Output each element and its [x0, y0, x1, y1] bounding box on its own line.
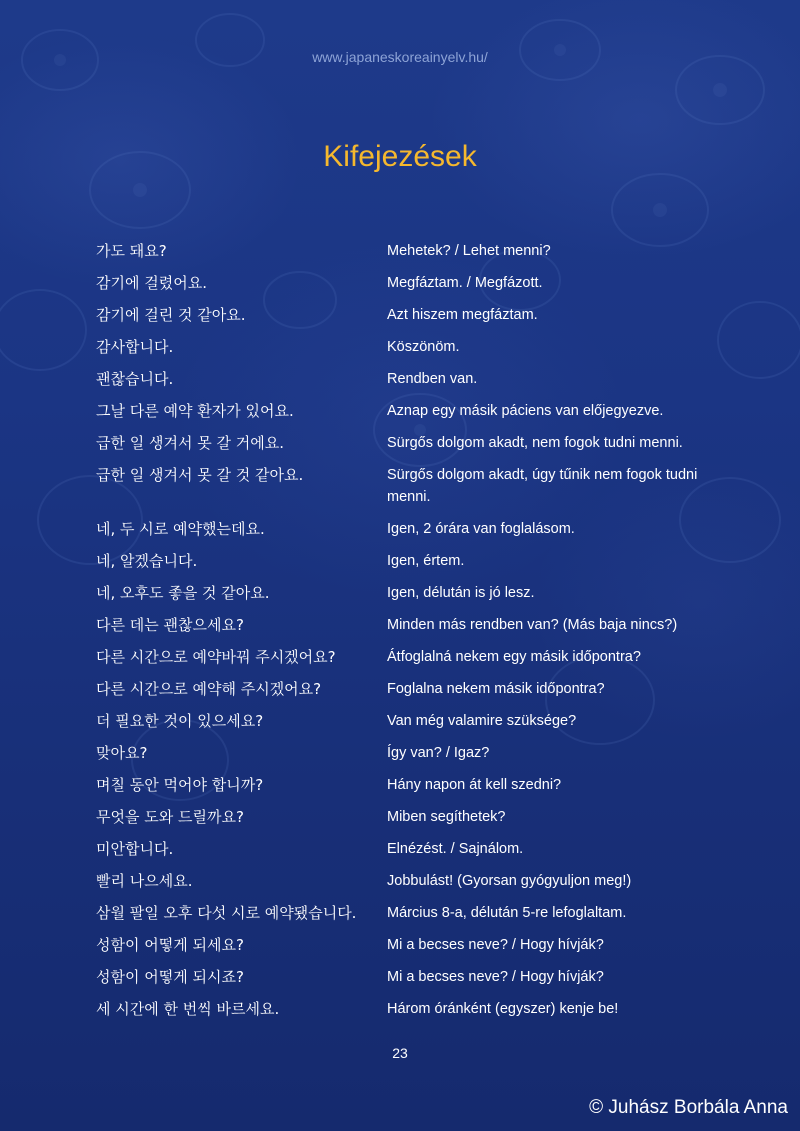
hungarian-translation: Aznap egy másik páciens van előjegyezve. [387, 403, 664, 419]
hungarian-translation: Azt hiszem megfáztam. [387, 307, 538, 323]
hungarian-translation: Igen, 2 órára van foglalásom. [387, 521, 575, 537]
hungarian-translation: Mi a becses neve? / Hogy hívják? [387, 937, 604, 953]
korean-phrase: 네, 알겠습니다. [96, 552, 198, 570]
hungarian-translation: Van még valamire szüksége? [387, 713, 577, 729]
korean-phrase: 급한 일 생겨서 못 갈 것 같아요. [96, 466, 304, 484]
phrase-row [96, 998, 736, 1020]
korean-phrase: 다른 시간으로 예약바꿔 주시겠어요? [96, 648, 336, 666]
korean-phrase: 다른 시간으로 예약해 주시겠어요? [96, 680, 322, 698]
phrase-row [96, 240, 736, 262]
phrase-row [96, 400, 736, 422]
hungarian-translation: Minden más rendben van? (Más baja nincs?) [387, 617, 678, 633]
hungarian-translation: Mehetek? / Lehet menni? [387, 243, 551, 259]
phrase-row [96, 742, 736, 764]
korean-phrase: 감기에 걸린 것 같아요. [96, 306, 246, 324]
phrase-row [96, 272, 736, 294]
korean-phrase: 삼월 팔일 오후 다섯 시로 예약됐습니다. [96, 904, 357, 922]
phrase-row [96, 902, 736, 924]
hungarian-translation: Hány napon át kell szedni? [387, 777, 562, 793]
hungarian-translation: Így van? / Igaz? [387, 745, 490, 761]
korean-phrase: 세 시간에 한 번씩 바르세요. [96, 1000, 280, 1018]
phrase-row [96, 614, 736, 636]
hungarian-translation: Három óránként (egyszer) kenje be! [387, 1001, 619, 1017]
korean-phrase: 성함이 어떻게 되세요? [96, 936, 244, 954]
korean-phrase: 그날 다른 예약 환자가 있어요. [96, 402, 294, 420]
korean-phrase: 무엇을 도와 드릴까요? [96, 808, 244, 826]
phrase-row [96, 710, 736, 732]
copyright-notice: © Juhász Borbála Anna [589, 1097, 788, 1118]
site-url: www.japaneskoreainyelv.hu/ [312, 49, 488, 65]
phrase-row [96, 336, 736, 358]
phrase-row [96, 646, 736, 668]
hungarian-translation: Miben segíthetek? [387, 809, 506, 825]
hungarian-translation: Sürgős dolgom akadt, úgy tűnik nem fogok tudni menni. [387, 467, 698, 505]
phrase-row [96, 678, 736, 700]
phrase-row [96, 806, 736, 828]
korean-phrase: 맞아요? [96, 744, 148, 762]
phrase-row [96, 838, 736, 860]
phrase-row [96, 464, 736, 508]
page-number: 23 [392, 1045, 408, 1061]
korean-phrase: 급한 일 생겨서 못 갈 거에요. [96, 434, 284, 452]
korean-phrase: 성함이 어떻게 되시죠? [96, 968, 244, 986]
phrase-row [96, 304, 736, 326]
phrase-row [96, 432, 736, 454]
phrase-row [96, 368, 736, 390]
korean-phrase: 가도 돼요? [96, 242, 167, 260]
hungarian-translation: Átfoglalná nekem egy másik időpontra? [387, 649, 641, 665]
phrase-row [96, 966, 736, 988]
korean-phrase: 감사합니다. [96, 338, 174, 356]
hungarian-translation: Megfáztam. / Megfázott. [387, 275, 543, 291]
korean-phrase: 더 필요한 것이 있으세요? [96, 712, 264, 730]
korean-phrase: 빨리 나으세요. [96, 872, 193, 890]
phrase-row [96, 518, 736, 540]
hungarian-translation: Március 8-a, délután 5-re lefoglaltam. [387, 905, 627, 921]
hungarian-translation: Sürgős dolgom akadt, nem fogok tudni menni. [387, 435, 683, 451]
korean-phrase: 네, 두 시로 예약했는데요. [96, 520, 265, 538]
korean-phrase: 미안합니다. [96, 840, 174, 858]
korean-phrase: 다른 데는 괜찮으세요? [96, 616, 244, 634]
hungarian-translation: Igen, értem. [387, 553, 465, 569]
phrase-row [96, 774, 736, 796]
phrase-row [96, 870, 736, 892]
korean-phrase: 며칠 동안 먹어야 합니까? [96, 776, 264, 794]
hungarian-translation: Mi a becses neve? / Hogy hívják? [387, 969, 604, 985]
hungarian-translation: Igen, délután is jó lesz. [387, 585, 535, 601]
phrase-row [96, 934, 736, 956]
hungarian-translation: Jobbulást! (Gyorsan gyógyuljon meg!) [387, 873, 632, 889]
phrase-row [96, 582, 736, 604]
hungarian-translation: Foglalna nekem másik időpontra? [387, 681, 605, 697]
korean-phrase: 감기에 걸렸어요. [96, 274, 207, 292]
hungarian-translation: Köszönöm. [387, 339, 460, 355]
korean-phrase: 네, 오후도 좋을 것 같아요. [96, 584, 270, 602]
phrase-row [96, 550, 736, 572]
hungarian-translation: Rendben van. [387, 371, 478, 387]
hungarian-translation: Elnézést. / Sajnálom. [387, 841, 524, 857]
page-title: Kifejezések [323, 140, 477, 173]
phrase-list [96, 240, 736, 1030]
korean-phrase: 괜찮습니다. [96, 370, 174, 388]
